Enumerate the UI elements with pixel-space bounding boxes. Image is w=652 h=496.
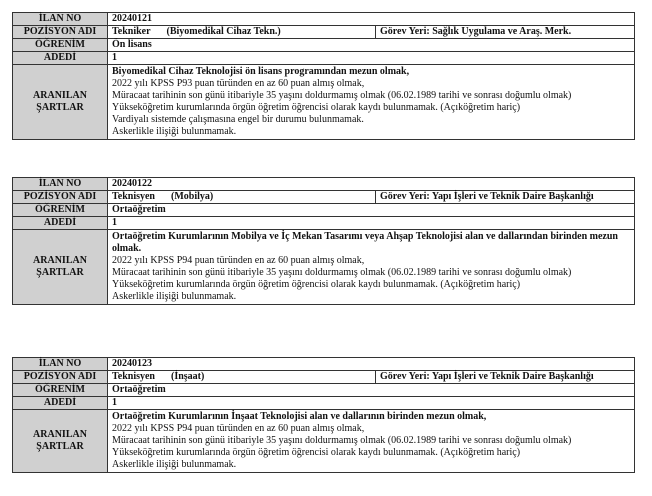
pozisyon-name: Tekniker bbox=[112, 26, 151, 37]
sart-item: Müracaat tarihinin son günü itibariyle 35 yaşını doldurmamış olmak (06.02.1989 tarihi ve sonrası doğumlu olmak) bbox=[112, 435, 572, 446]
pozisyon-row bbox=[13, 371, 635, 384]
sartlar-label-line2: ŞARTLAR bbox=[36, 267, 84, 278]
sartlar-label-line2: ŞARTLAR bbox=[36, 441, 84, 452]
adedi-row bbox=[13, 52, 635, 65]
sart-item: Ortaöğretim Kurumlarının Mobilya ve İç Mekan Tasarımı veya Ahşap Teknolojisi alan ve dallarından birinden mezun olmak. bbox=[112, 231, 618, 254]
posting-table-2 bbox=[12, 177, 635, 305]
sartlar-label bbox=[13, 65, 108, 140]
sartlar-list bbox=[108, 410, 635, 473]
sart-item: 2022 yılı KPSS P93 puan türünden en az 60 puan almış olmak, bbox=[112, 78, 365, 89]
adedi-label: ADEDİ bbox=[13, 217, 108, 230]
sart-item: Yükseköğretim kurumlarında örgün öğretim öğrencisi olarak kaydı bulunmamak. (Açıköğretim hariç) bbox=[112, 279, 521, 290]
pozisyon-name: Teknisyen bbox=[112, 191, 155, 202]
pozisyon-value bbox=[108, 371, 376, 384]
sart-item: Ortaöğretim Kurumlarının İnşaat Teknolojisi alan ve dallarının birinden mezun olmak, bbox=[112, 411, 487, 422]
adedi-row bbox=[13, 217, 635, 230]
sart-item: Askerlikle ilişiği bulunmamak. bbox=[112, 291, 237, 302]
gorev-yeri: Görev Yeri: Sağlık Uygulama ve Araş. Merk. bbox=[376, 26, 635, 39]
sart-item: 2022 yılı KPSS P94 puan türünden en az 60 puan almış olmak, bbox=[112, 255, 365, 266]
ilan-no-row bbox=[13, 358, 635, 371]
ilan-no-label: İLAN NO bbox=[13, 178, 108, 191]
sart-item: Askerlikle ilişiği bulunmamak. bbox=[112, 459, 237, 470]
adedi-value: 1 bbox=[108, 217, 635, 230]
sartlar-row bbox=[13, 230, 635, 305]
adedi-label: ADEDİ bbox=[13, 52, 108, 65]
gorev-yeri: Görev Yeri: Yapı İşleri ve Teknik Daire Başkanlığı bbox=[376, 191, 635, 204]
sartlar-label bbox=[13, 410, 108, 473]
ilan-no-value: 20240123 bbox=[108, 358, 635, 371]
sartlar-label-line2: ŞARTLAR bbox=[36, 102, 84, 113]
pozisyon-label: POZİSYON ADI bbox=[13, 26, 108, 39]
pozisyon-detail: (Mobilya) bbox=[170, 191, 214, 202]
ilan-no-row bbox=[13, 178, 635, 191]
sartlar-list bbox=[108, 65, 635, 140]
sart-item: Askerlikle ilişiği bulunmamak. bbox=[112, 126, 237, 137]
ogrenim-value: Ön lisans bbox=[108, 39, 635, 52]
ogrenim-label: ÖĞRENİM bbox=[13, 384, 108, 397]
ogrenim-row bbox=[13, 39, 635, 52]
sartlar-label-line1: ARANILAN bbox=[33, 429, 87, 440]
ogrenim-value: Ortaöğretim bbox=[108, 384, 635, 397]
ogrenim-row bbox=[13, 384, 635, 397]
gorev-yeri: Görev Yeri: Yapı İşleri ve Teknik Daire Başkanlığı bbox=[376, 371, 635, 384]
sart-item: Yükseköğretim kurumlarında örgün öğretim öğrencisi olarak kaydı bulunmamak. (Açıköğretim hariç) bbox=[112, 102, 521, 113]
pozisyon-name: Teknisyen bbox=[112, 371, 155, 382]
sart-item: Müracaat tarihinin son günü itibariyle 35 yaşını doldurmamış olmak (06.02.1989 tarihi ve sonrası doğumlu olmak) bbox=[112, 90, 572, 101]
sartlar-list bbox=[108, 230, 635, 305]
pozisyon-value bbox=[108, 26, 376, 39]
ogrenim-label: ÖĞRENİM bbox=[13, 204, 108, 217]
adedi-label: ADEDİ bbox=[13, 397, 108, 410]
sart-item: Biyomedikal Cihaz Teknolojisi ön lisans programından mezun olmak, bbox=[112, 66, 410, 77]
pozisyon-detail: (İnşaat) bbox=[170, 371, 205, 382]
pozisyon-row bbox=[13, 191, 635, 204]
ilan-no-value: 20240122 bbox=[108, 178, 635, 191]
pozisyon-label: POZİSYON ADI bbox=[13, 371, 108, 384]
sartlar-label bbox=[13, 230, 108, 305]
ilan-no-value: 20240121 bbox=[108, 13, 635, 26]
ilan-no-label: İLAN NO bbox=[13, 13, 108, 26]
pozisyon-detail: (Biyomedikal Cihaz Tekn.) bbox=[166, 26, 281, 37]
posting-table-1 bbox=[12, 12, 635, 140]
pozisyon-row bbox=[13, 26, 635, 39]
adedi-value: 1 bbox=[108, 397, 635, 410]
ogrenim-label: ÖĞRENİM bbox=[13, 39, 108, 52]
sartlar-row bbox=[13, 65, 635, 140]
ilan-no-label: İLAN NO bbox=[13, 358, 108, 371]
ilan-no-row bbox=[13, 13, 635, 26]
sart-item: Vardiyalı sistemde çalışmasına engel bir durumu bulunmamak. bbox=[112, 114, 364, 125]
adedi-row bbox=[13, 397, 635, 410]
sartlar-label-line1: ARANILAN bbox=[33, 90, 87, 101]
ogrenim-row bbox=[13, 204, 635, 217]
sart-item: Yükseköğretim kurumlarında örgün öğretim öğrencisi olarak kaydı bulunmamak. (Açıköğretim hariç) bbox=[112, 447, 521, 458]
sartlar-label-line1: ARANILAN bbox=[33, 255, 87, 266]
sart-item: 2022 yılı KPSS P94 puan türünden en az 60 puan almış olmak, bbox=[112, 423, 365, 434]
posting-table-3 bbox=[12, 357, 635, 473]
pozisyon-label: POZİSYON ADI bbox=[13, 191, 108, 204]
sart-item: Müracaat tarihinin son günü itibariyle 35 yaşını doldurmamış olmak (06.02.1989 tarihi ve sonrası doğumlu olmak) bbox=[112, 267, 572, 278]
pozisyon-value bbox=[108, 191, 376, 204]
ogrenim-value: Ortaöğretim bbox=[108, 204, 635, 217]
sartlar-row bbox=[13, 410, 635, 473]
adedi-value: 1 bbox=[108, 52, 635, 65]
